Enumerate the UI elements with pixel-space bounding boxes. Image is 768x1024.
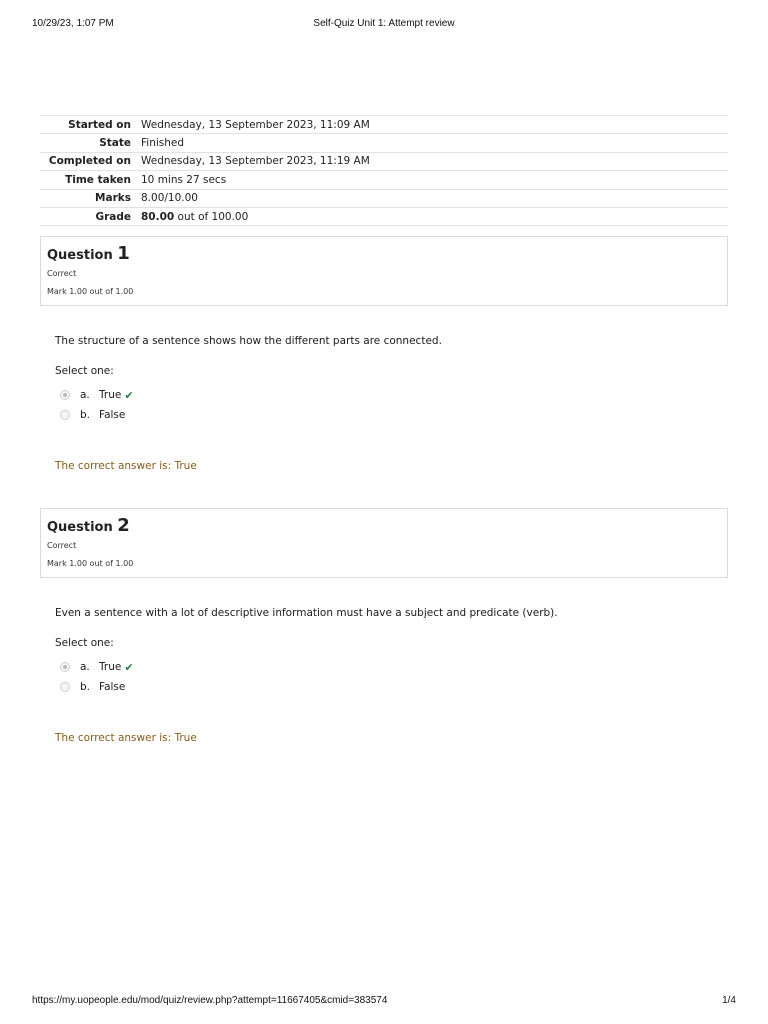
summary-value: Wednesday, 13 September 2023, 11:09 AM	[141, 118, 370, 131]
print-url: https://my.uopeople.edu/mod/quiz/review.php?attempt=11667405&cmid=383574	[32, 995, 388, 1006]
option-text: True	[99, 389, 122, 401]
summary-label: Time taken	[65, 173, 131, 186]
summary-row-completed-on	[40, 152, 728, 170]
question-text: Even a sentence with a lot of descriptive information must have a subject and predicate (verb).	[55, 607, 558, 619]
print-page-title: Self-Quiz Unit 1: Attempt review	[313, 18, 455, 29]
correct-answer-feedback-1: The correct answer is: True	[55, 460, 197, 472]
question-title	[47, 243, 721, 265]
radio-selected-icon[interactable]	[60, 390, 70, 400]
check-icon: ✔	[124, 660, 134, 674]
option-a[interactable]	[55, 657, 715, 677]
option-b[interactable]	[55, 405, 715, 425]
option-a[interactable]	[55, 385, 715, 405]
check-icon: ✔	[124, 388, 134, 402]
summary-row-time-taken	[40, 171, 728, 189]
question-title	[47, 515, 721, 537]
summary-value: 8.00/10.00	[141, 192, 198, 205]
radio-unselected-icon[interactable]	[60, 410, 70, 420]
print-header	[32, 18, 736, 32]
option-text: True	[99, 661, 122, 673]
question-state: Correct	[47, 269, 77, 278]
option-letter: a.	[80, 389, 90, 401]
option-b[interactable]	[55, 677, 715, 697]
summary-row-marks	[40, 189, 728, 207]
question-body-1	[55, 335, 715, 425]
radio-unselected-icon[interactable]	[60, 682, 70, 692]
option-text: False	[99, 681, 126, 693]
summary-row-grade	[40, 207, 728, 225]
option-letter: a.	[80, 661, 90, 673]
summary-row-state	[40, 134, 728, 152]
summary-label: Grade	[95, 210, 131, 223]
summary-value: Wednesday, 13 September 2023, 11:19 AM	[141, 155, 370, 168]
option-letter: b.	[80, 409, 91, 421]
question-body-2	[55, 607, 715, 697]
question-state: Correct	[47, 541, 77, 550]
grade-score: 80.00	[141, 210, 175, 223]
select-one-prompt: Select one:	[55, 365, 114, 377]
option-text: False	[99, 409, 126, 421]
question-label: Question	[47, 248, 113, 263]
summary-value: 10 mins 27 secs	[141, 173, 227, 186]
answer-options	[55, 657, 715, 697]
radio-selected-icon[interactable]	[60, 662, 70, 672]
question-info-2	[40, 508, 728, 578]
grade-out-of: out of 100.00	[174, 210, 249, 223]
answer-options	[55, 385, 715, 425]
print-datetime: 10/29/23, 1:07 PM	[32, 18, 114, 29]
summary-row-started-on	[40, 116, 728, 134]
correct-answer-feedback-2: The correct answer is: True	[55, 732, 197, 744]
print-footer	[32, 995, 736, 1009]
question-grade: Mark 1.00 out of 1.00	[47, 559, 134, 568]
summary-value: Finished	[141, 137, 185, 150]
select-one-prompt: Select one:	[55, 637, 114, 649]
question-number: 1	[117, 243, 130, 264]
question-text: The structure of a sentence shows how the different parts are connected.	[55, 335, 442, 347]
summary-value	[141, 207, 728, 225]
summary-label: State	[99, 137, 131, 150]
summary-label: Started on	[68, 118, 131, 131]
question-number: 2	[117, 515, 130, 536]
summary-label: Marks	[95, 192, 131, 205]
question-info-1	[40, 236, 728, 306]
question-grade: Mark 1.00 out of 1.00	[47, 287, 134, 296]
summary-label: Completed on	[48, 155, 131, 168]
attempt-summary-table	[40, 115, 728, 226]
print-page-number: 1/4	[722, 995, 736, 1006]
question-label: Question	[47, 520, 113, 535]
option-letter: b.	[80, 681, 91, 693]
